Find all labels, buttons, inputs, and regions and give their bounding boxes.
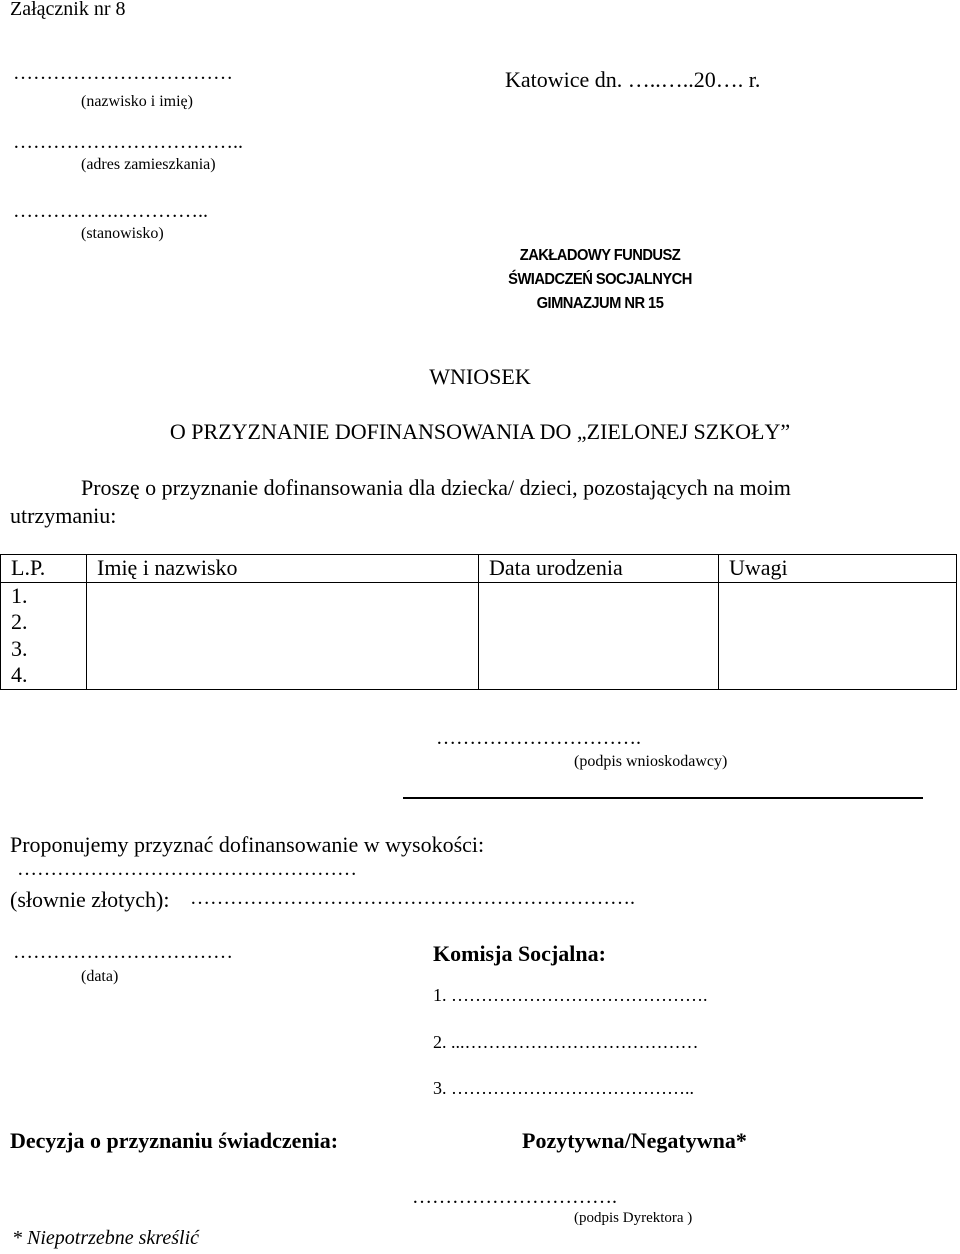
applicant-signature-field[interactable]: …………………………. bbox=[436, 727, 641, 749]
name-cell[interactable] bbox=[87, 636, 479, 663]
name-cell[interactable] bbox=[87, 662, 479, 689]
address-field[interactable]: …………………………….. bbox=[13, 131, 243, 153]
addressee-line-3: GIMNAZJUM NR 15 bbox=[536, 295, 664, 312]
proposal-label: Proponujemy przyznać dofinansowanie w wysokości: bbox=[10, 832, 485, 857]
amount-in-words-field[interactable]: …………………………………………………………. bbox=[190, 887, 635, 909]
notes-cell[interactable] bbox=[719, 609, 957, 636]
addressee-block bbox=[480, 244, 719, 316]
header-notes: Uwagi bbox=[719, 555, 957, 583]
header-birthdate: Data urodzenia bbox=[479, 555, 719, 583]
notes-cell[interactable] bbox=[719, 662, 957, 689]
amount-in-words-label: (słownie złotych): bbox=[10, 887, 170, 912]
addressee-line-2: ŚWIADCZEŃ SOCJALNYCH bbox=[508, 271, 692, 288]
name-cell[interactable] bbox=[87, 582, 479, 609]
table-row bbox=[1, 609, 957, 636]
address-caption: (adres zamieszkania) bbox=[81, 156, 216, 173]
position-caption: (stanowisko) bbox=[81, 225, 164, 242]
committee-member-2[interactable]: 2. ...………………………………… bbox=[433, 1032, 699, 1052]
row-number: 3. bbox=[1, 636, 87, 663]
director-signature-caption: (podpis Dyrektora ) bbox=[574, 1210, 693, 1226]
attachment-label: Załącznik nr 8 bbox=[10, 0, 126, 20]
birthdate-cell[interactable] bbox=[479, 582, 719, 609]
name-cell[interactable] bbox=[87, 609, 479, 636]
decision-value[interactable]: Pozytywna/Negatywna* bbox=[522, 1128, 747, 1153]
applicant-signature-caption: (podpis wnioskodawcy) bbox=[574, 753, 728, 770]
place-date[interactable]: Katowice dn. …..…..20…. r. bbox=[505, 67, 761, 92]
table-row bbox=[1, 636, 957, 663]
name-field[interactable]: …………………………… bbox=[13, 62, 233, 84]
notes-cell[interactable] bbox=[719, 636, 957, 663]
proposal-amount-field[interactable]: …………………………………………… bbox=[17, 858, 357, 880]
committee-label: Komisja Socjalna: bbox=[433, 941, 606, 966]
form-subtitle: O PRZYZNANIE DOFINANSOWANIA DO „ZIELONEJ SZKOŁY” bbox=[169, 419, 791, 444]
row-number: 4. bbox=[1, 662, 87, 689]
position-field[interactable]: …………….………….. bbox=[13, 200, 208, 222]
section-divider bbox=[403, 797, 923, 799]
header-lp: L.P. bbox=[1, 555, 87, 583]
committee-member-3[interactable]: 3. ………………………………….. bbox=[433, 1078, 694, 1098]
table-header-row bbox=[1, 555, 957, 583]
header-name: Imię i nazwisko bbox=[87, 555, 479, 583]
footnote: * Niepotrzebne skreślić bbox=[12, 1227, 200, 1249]
request-text-line-2: utrzymaniu: bbox=[10, 503, 117, 528]
request-text-line-1: Proszę o przyznanie dofinansowania dla dziecka/ dzieci, pozostających na moim bbox=[81, 475, 791, 500]
director-signature-field[interactable]: …………………………. bbox=[412, 1186, 617, 1208]
form-title: WNIOSEK bbox=[429, 364, 531, 389]
row-number: 1. bbox=[1, 582, 87, 609]
notes-cell[interactable] bbox=[719, 582, 957, 609]
date-field[interactable]: …………………………… bbox=[13, 941, 233, 963]
date-caption: (data) bbox=[81, 968, 119, 985]
row-number: 2. bbox=[1, 609, 87, 636]
table-row bbox=[1, 582, 957, 609]
committee-member-1[interactable]: 1. ……………………………………. bbox=[433, 985, 708, 1005]
name-caption: (nazwisko i imię) bbox=[81, 93, 193, 110]
table-row bbox=[1, 662, 957, 689]
birthdate-cell[interactable] bbox=[479, 636, 719, 663]
birthdate-cell[interactable] bbox=[479, 662, 719, 689]
birthdate-cell[interactable] bbox=[479, 609, 719, 636]
decision-label: Decyzja o przyznaniu świadczenia: bbox=[10, 1128, 339, 1153]
addressee-line-1: ZAKŁADOWY FUNDUSZ bbox=[519, 247, 681, 264]
children-table bbox=[0, 554, 957, 690]
